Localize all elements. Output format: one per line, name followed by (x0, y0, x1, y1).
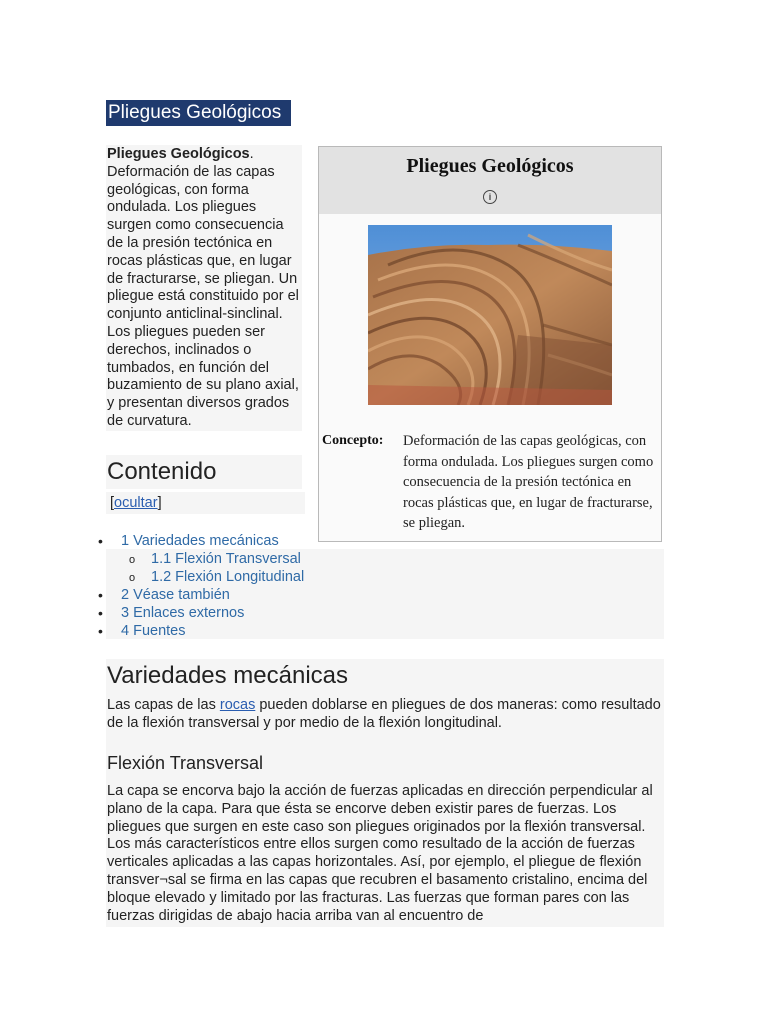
section-paragraph-1 (107, 697, 663, 733)
toc-item-enlaces-externos[interactable]: 3 Enlaces externos (121, 605, 245, 621)
concept-label: Concepto: (322, 433, 384, 448)
intro-paragraph (106, 145, 302, 431)
toc-item-vease-tambien[interactable]: 2 Véase también (121, 587, 230, 603)
toc-heading: Contenido (106, 455, 302, 489)
infobox (318, 146, 662, 542)
toc-item-variedades[interactable]: 1 Variedades mecánicas (121, 533, 279, 549)
circle-bullet-icon: o (129, 572, 136, 584)
rock-fold-illustration (368, 225, 612, 405)
toc-item-flexion-longitudinal[interactable]: 1.2 Flexión Longitudinal (151, 569, 305, 585)
bullet-icon: • (98, 623, 103, 639)
intro-text: Deformación de las capas geológicas, con forma ondulada. Los pliegues surgen como consecuencia de la presión tectónica en rocas plásticas que, en lugar de fracturarse, se pliegan. Un pliegue está constituido por el conjunto anticlinal-sinclinal. Los pliegues pueden ser derechos, inclinados o tumbados, en función del buzamiento de su plano axial, y presentan diversos grados de curvatura. (107, 163, 299, 429)
info-icon[interactable]: i (483, 190, 497, 204)
infobox-title: Pliegues Geológicos (406, 155, 574, 177)
toc-hide-link[interactable]: ocultar (114, 495, 158, 511)
intro-bold-term: Pliegues Geológicos (107, 146, 250, 162)
section-heading: Variedades mecánicas (107, 662, 349, 689)
rocas-link[interactable]: rocas (219, 697, 256, 713)
page-title: Pliegues Geológicos (106, 100, 291, 126)
section-paragraph-2: La capa se encorva bajo la acción de fuerzas aplicadas en dirección perpendicular al plano de la capa. Para que ésta se encorve deben existir pares de fuerzas. Los pliegues que surgen en este caso son pliegues originados por la flexión transversal. Los más característicos entre ellos surgen como resultado de la acción de fuerzas verticales aplicadas a las capas horizontales. Así, por ejemplo, el pliegue de flexión transver¬sal se firma en las capas que recubren el basamento cristalino, encima del bloque elevado y limitado por las fracturas. Las fuerzas que forman pares con las fuerzas dirigidas de abajo hacia arriba van al encuentro de (107, 783, 653, 924)
circle-bullet-icon: o (129, 554, 136, 566)
intro-period: . (249, 146, 254, 162)
subsection-heading: Flexión Transversal (107, 753, 264, 773)
bullet-icon: • (98, 587, 103, 603)
toc-item-fuentes[interactable]: 4 Fuentes (121, 623, 186, 639)
para1-after: pueden doblarse en pliegues de dos maneras: como resultado de la flexión transversal y por medio de la flexión longitudinal. (107, 697, 661, 731)
toc-toggle (106, 492, 305, 514)
toc-item-flexion-transversal[interactable]: 1.1 Flexión Transversal (151, 551, 301, 567)
bullet-icon: • (98, 605, 103, 621)
section-variedades (106, 659, 664, 927)
rock-fold-photo[interactable] (368, 225, 612, 405)
toc-bracket-open: [ (110, 495, 115, 511)
para1-before: Las capas de las (107, 697, 220, 713)
concept-value: Deformación de las capas geológicas, con forma ondulada. Los pliegues surgen como consecuencia de la presión tectónica en rocas plásticas que, en lugar de fracturarse, se pliegan. (403, 433, 654, 531)
toc-bracket-close: ] (157, 495, 162, 511)
bullet-icon: • (98, 533, 103, 549)
